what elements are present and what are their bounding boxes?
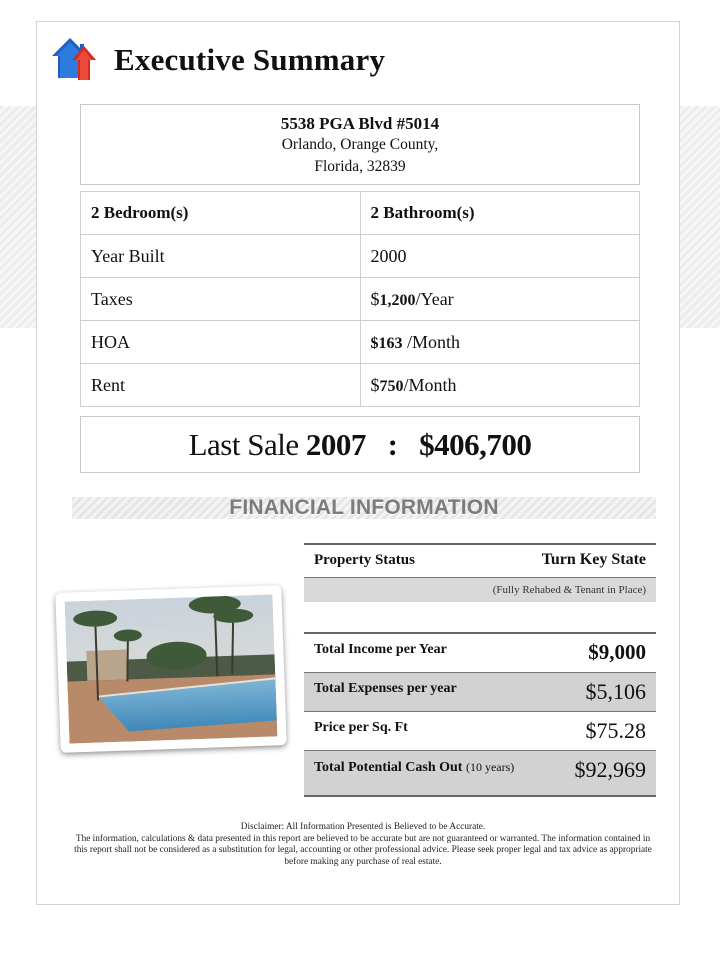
property-details-table [80, 191, 640, 407]
property-status-row [304, 543, 656, 578]
price-per-sqft-label: Price per Sq. Ft [314, 720, 408, 735]
row-value-suffix: /Month [402, 331, 461, 352]
financial-table [304, 543, 656, 797]
pool-photo [55, 585, 286, 753]
financial-section-header [72, 497, 656, 519]
row-value-suffix: /Year [415, 288, 454, 309]
total-expenses-row [304, 673, 656, 712]
last-sale-separator: : [387, 427, 398, 462]
total-expenses-label: Total Expenses per year [314, 681, 457, 696]
disclaimer [70, 822, 656, 868]
row-value-suffix: /Month [403, 374, 457, 395]
table-row [81, 235, 640, 278]
price-per-sqft-row [304, 712, 656, 751]
row-value [360, 235, 640, 278]
row-label: Year Built [81, 235, 361, 278]
table-row [81, 192, 640, 235]
cash-out-label-text: Total Potential Cash Out [314, 760, 463, 775]
financial-section-title: FINANCIAL INFORMATION [229, 496, 499, 519]
row-value [360, 321, 640, 364]
property-status-label: Property Status [314, 552, 415, 568]
disclaimer-body: The information, calculations & data presented in this report are believed to be accurate but are not guaranteed or warranted. The information contained in this report shall not be considered as a substitution for legal, accounting or other professional advice. Please seek proper legal and tax advice as appropriate before making any purchase of real estate. [74, 833, 652, 867]
last-sale-price: $406,700 [419, 427, 532, 462]
table-row [81, 364, 640, 407]
total-income-label: Total Income per Year [314, 642, 447, 657]
address-state-zip: Florida, 32839 [314, 158, 406, 175]
bedrooms-cell: 2 Bedroom(s) [81, 192, 361, 235]
disclaimer-title: Disclaimer: All Information Presented is Believed to be Accurate. [240, 822, 486, 832]
address-street: 5538 PGA Blvd #5014 [280, 114, 440, 133]
last-sale-year: 2007 [305, 427, 366, 462]
total-expenses-value: $5,106 [585, 679, 646, 704]
table-row [81, 321, 640, 364]
spacer-row [304, 602, 656, 634]
row-value-prefix: 2000 [370, 245, 407, 266]
total-income-row [304, 634, 656, 673]
table-row [81, 278, 640, 321]
row-value-prefix: $ [370, 374, 380, 395]
address-box [80, 104, 640, 185]
total-income-value: $9,000 [588, 640, 646, 664]
cash-out-row [304, 751, 656, 797]
row-value-amount: 1,200 [379, 291, 416, 309]
row-value-prefix: $ [370, 288, 380, 309]
property-status-value: Turn Key State [541, 551, 646, 568]
row-label: Taxes [81, 278, 361, 321]
bathrooms-cell: 2 Bathroom(s) [360, 192, 640, 235]
page-title: Executive Summary [114, 42, 386, 77]
row-value [360, 278, 640, 321]
last-sale-label: Last Sale [188, 427, 299, 462]
pool-photo-image [65, 594, 278, 743]
property-status-note: (Fully Rehabed & Tenant in Place) [492, 584, 646, 596]
property-status-note-row [304, 578, 656, 602]
cash-out-value: $92,969 [574, 757, 646, 782]
house-arrow-icon [50, 34, 96, 82]
row-value-amount: $163 [370, 334, 403, 352]
price-per-sqft-value: $75.28 [585, 718, 646, 743]
address-city-county: Orlando, Orange County, [281, 136, 439, 153]
last-sale-box [80, 416, 640, 473]
row-value [360, 364, 640, 407]
cash-out-label-note: (10 years) [465, 760, 515, 774]
row-value-amount: 750 [379, 377, 404, 395]
row-label: HOA [81, 321, 361, 364]
row-label: Rent [81, 364, 361, 407]
cash-out-label [314, 759, 524, 776]
